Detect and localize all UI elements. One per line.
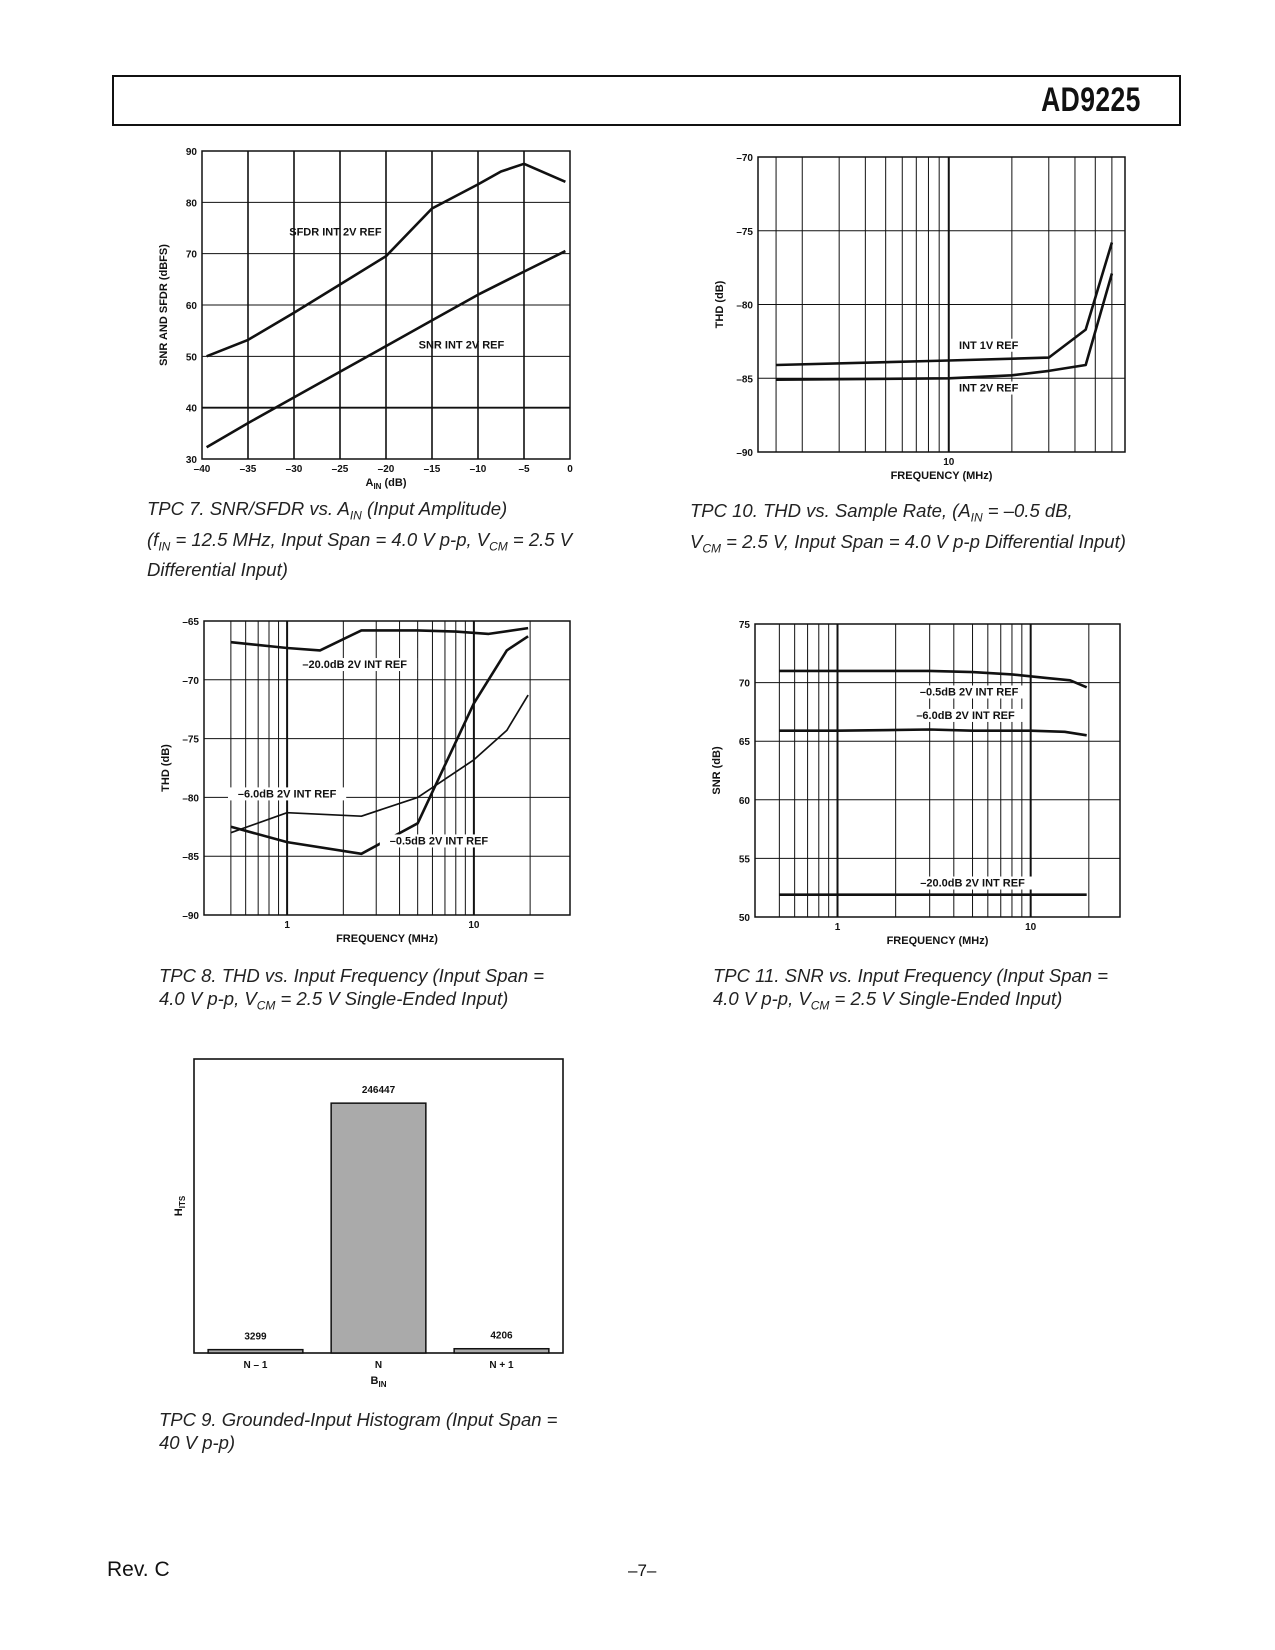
tpc11-series-label: –6.0dB 2V INT REF bbox=[916, 709, 1015, 722]
caption-text: TPC 11. SNR vs. Input Frequency (Input Span = bbox=[713, 965, 1109, 986]
tpc8-ytick-label: –90 bbox=[182, 911, 199, 922]
tpc7-ytick-label: 50 bbox=[185, 352, 197, 364]
caption-sub: CM bbox=[702, 541, 722, 556]
tpc8-series-line bbox=[231, 695, 528, 833]
tpc11-ytick-label: 65 bbox=[738, 737, 750, 749]
tpc11-ytick-label: 75 bbox=[738, 620, 750, 631]
tpc11-ytick-label: 60 bbox=[738, 795, 750, 807]
tpc8-series-label: –6.0dB 2V INT REF bbox=[237, 788, 337, 801]
caption-sub: CM bbox=[256, 998, 276, 1013]
tpc8-ytick-label: –65 bbox=[182, 617, 199, 628]
tpc10-series-label: INT 2V REF bbox=[959, 382, 1019, 395]
tpc11-series-line bbox=[779, 671, 1086, 687]
tpc8-ytick-label: –80 bbox=[182, 793, 199, 805]
tpc9-category-label: N – 1 bbox=[243, 1360, 268, 1371]
caption-text: TPC 10. THD vs. Sample Rate, (A bbox=[690, 500, 971, 521]
tpc7-series-label: SFDR INT 2V REF bbox=[289, 226, 382, 239]
caption-text: Differential Input) bbox=[147, 559, 288, 581]
tpc9-bar-value-label: 3299 bbox=[244, 1331, 267, 1343]
caption-text: = –0.5 dB, bbox=[982, 500, 1073, 521]
tpc10-yaxis-label: THD (dB) bbox=[714, 280, 726, 329]
caption-text: = 2.5 V Single-Ended Input) bbox=[829, 988, 1063, 1009]
tpc8-series-label: –20.0dB 2V INT REF bbox=[302, 659, 407, 672]
caption-text: V bbox=[690, 530, 703, 552]
caption-text: (Input Amplitude) bbox=[361, 498, 508, 519]
tpc10-ytick-label: –75 bbox=[736, 226, 753, 238]
tpc9-bar-value-label: 246447 bbox=[361, 1085, 396, 1097]
tpc7-xtick-label: –15 bbox=[423, 464, 441, 475]
tpc7-ytick-label: 30 bbox=[185, 455, 197, 466]
caption-tpc11 bbox=[713, 964, 1183, 1018]
tpc8-xtick-label: 10 bbox=[468, 920, 480, 931]
caption-text: 4.0 V p-p, V bbox=[159, 988, 257, 1009]
tpc7-xaxis-label: $A_{IN}$ (dB) bbox=[365, 477, 407, 491]
caption-tpc7 bbox=[147, 497, 617, 581]
caption-sub: IN bbox=[970, 510, 983, 525]
tpc11-xtick-label: 1 bbox=[834, 922, 841, 933]
tpc7-series-label: SNR INT 2V REF bbox=[418, 339, 505, 352]
footer-revision: Rev. C bbox=[107, 1558, 170, 1581]
tpc9-bar bbox=[331, 1103, 426, 1353]
tpc11-xtick-label: 10 bbox=[1025, 922, 1037, 933]
tpc8-ytick-label: –70 bbox=[182, 675, 199, 687]
tpc10-ytick-label: –70 bbox=[736, 153, 753, 164]
caption-sub: CM bbox=[810, 998, 830, 1013]
tpc8-series-line bbox=[231, 628, 528, 650]
tpc10-xaxis-label: FREQUENCY (MHz) bbox=[890, 470, 993, 482]
tpc8-yaxis-label: THD (dB) bbox=[160, 744, 172, 792]
tpc10-ytick-label: –80 bbox=[736, 300, 753, 312]
tpc7-xtick-label: –30 bbox=[285, 464, 303, 475]
tpc7-yaxis-label: SNR AND SFDR (dBFS) bbox=[158, 244, 170, 366]
caption-sub: IN bbox=[349, 508, 362, 523]
tpc7-xtick-label: –5 bbox=[518, 464, 530, 475]
tpc9-category-label: N + 1 bbox=[489, 1360, 514, 1371]
caption-text: = 2.5 V, Input Span = 4.0 V p-p Differential Input) bbox=[721, 530, 1126, 552]
caption-tpc9 bbox=[159, 1408, 629, 1454]
tpc11-yaxis-label: SNR (dB) bbox=[711, 746, 723, 795]
caption-text: TPC 8. THD vs. Input Frequency (Input Span = bbox=[159, 965, 545, 986]
caption-text: TPC 9. Grounded-Input Histogram (Input Span = bbox=[159, 1409, 558, 1430]
tpc9-bar bbox=[454, 1349, 549, 1353]
tpc10-xtick-label: 10 bbox=[943, 457, 955, 468]
caption-sub: IN bbox=[158, 539, 171, 554]
caption-sub: CM bbox=[489, 539, 508, 554]
tpc11-series-line bbox=[779, 730, 1086, 736]
tpc9-xaxis-label: $B_{IN}$ bbox=[370, 1375, 387, 1389]
part-number: AD9225 bbox=[1041, 81, 1141, 119]
tpc7-xtick-label: –10 bbox=[469, 464, 487, 475]
caption-text: 4.0 V p-p, V bbox=[713, 988, 811, 1009]
tpc9-bar bbox=[208, 1350, 303, 1353]
tpc10-ytick-label: –90 bbox=[736, 448, 753, 459]
caption-text: (f bbox=[147, 528, 159, 550]
caption-tpc8 bbox=[159, 964, 629, 1018]
tpc11-series-label: –0.5dB 2V INT REF bbox=[919, 686, 1019, 699]
tpc7-xtick-label: –25 bbox=[331, 464, 349, 475]
caption-text: = 2.5 V bbox=[507, 528, 573, 550]
tpc7-xtick-label: 0 bbox=[567, 464, 573, 475]
tpc10-ytick-label: –85 bbox=[736, 374, 753, 386]
tpc10-series-label: INT 1V REF bbox=[959, 339, 1019, 352]
tpc7-xtick-label: –40 bbox=[193, 464, 211, 475]
tpc11-xaxis-label: FREQUENCY (MHz) bbox=[886, 935, 989, 947]
tpc7-xtick-label: –20 bbox=[377, 464, 395, 475]
tpc7-ytick-label: 40 bbox=[185, 403, 197, 415]
tpc8-ytick-label: –75 bbox=[182, 734, 199, 746]
footer-page-number: –7– bbox=[628, 1561, 657, 1580]
tpc8-xtick-label: 1 bbox=[284, 920, 290, 931]
tpc8-series-label: –0.5dB 2V INT REF bbox=[389, 835, 489, 848]
tpc9-yaxis-label: $H_{ITS}$ bbox=[173, 1195, 187, 1217]
tpc11-ytick-label: 70 bbox=[738, 678, 750, 690]
tpc9-category-label: N bbox=[374, 1360, 383, 1371]
tpc11-ytick-label: 55 bbox=[738, 854, 750, 866]
tpc11-series-label: –20.0dB 2V INT REF bbox=[920, 877, 1025, 890]
tpc7-ytick-label: 80 bbox=[185, 198, 197, 210]
tpc10-series-line bbox=[776, 243, 1112, 366]
tpc7-ytick-label: 70 bbox=[185, 249, 197, 261]
tpc7-ytick-label: 60 bbox=[185, 301, 197, 312]
tpc9-bar-value-label: 4206 bbox=[490, 1330, 513, 1342]
tpc8-xaxis-label: FREQUENCY (MHz) bbox=[336, 933, 438, 945]
caption-text: = 2.5 V Single-Ended Input) bbox=[275, 988, 509, 1009]
caption-text: TPC 7. SNR/SFDR vs. A bbox=[147, 498, 350, 519]
tpc7-ytick-label: 90 bbox=[185, 147, 197, 158]
tpc11-plot-frame bbox=[755, 624, 1120, 917]
caption-text: 40 V p-p) bbox=[159, 1432, 236, 1453]
caption-text: = 12.5 MHz, Input Span = 4.0 V p-p, V bbox=[170, 528, 490, 550]
tpc7-xtick-label: –35 bbox=[239, 464, 257, 475]
tpc11-ytick-label: 50 bbox=[738, 913, 750, 924]
caption-tpc10 bbox=[690, 499, 1190, 560]
tpc8-ytick-label: –85 bbox=[182, 852, 199, 864]
